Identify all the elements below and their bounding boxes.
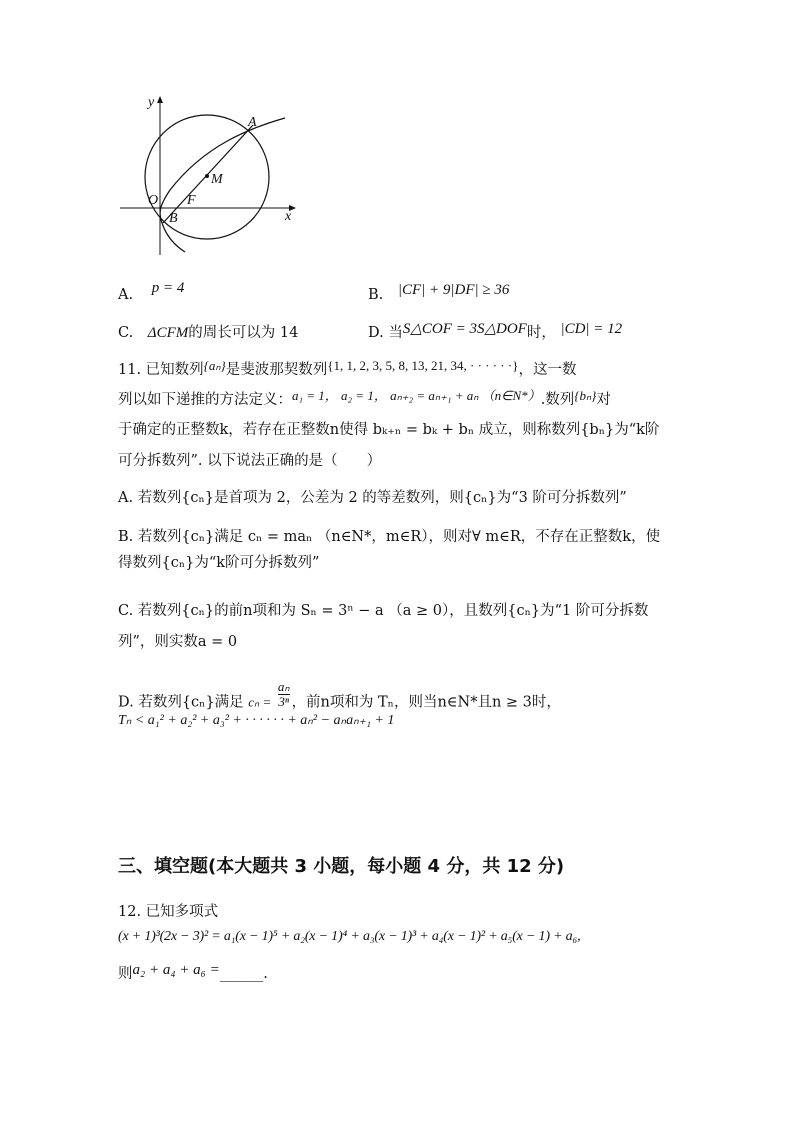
label-y: y bbox=[148, 95, 155, 110]
q10-option-b-label: B. bbox=[368, 287, 384, 303]
point-m bbox=[205, 174, 209, 178]
q11-line-1 bbox=[118, 360, 576, 380]
q11-option-b-line-1: B. 若数列{cₙ}满足 cₙ = maₙ （n∈N*，m∈R），则对∀ m∈R，不存在正整数k，使 bbox=[118, 529, 661, 545]
label-x: x bbox=[285, 209, 292, 224]
q10-option-a bbox=[118, 280, 185, 305]
y-axis-arrow bbox=[157, 96, 163, 103]
q10-option-b bbox=[368, 282, 510, 305]
q10-option-c bbox=[118, 323, 298, 343]
geometry-figure bbox=[110, 90, 310, 260]
q11-option-d-numerator: aₙ bbox=[277, 679, 290, 694]
q11-seq-b: {bₙ} bbox=[574, 388, 597, 403]
q11-line-2-end: 对 bbox=[596, 392, 611, 408]
q12-period: . bbox=[263, 966, 268, 982]
label-o: O bbox=[148, 193, 159, 208]
q11-line-4: 可分拆数列”. 以下说法正确的是（ ） bbox=[118, 453, 382, 469]
q10-option-d-math1: S△COF = 3S△DOF bbox=[402, 321, 527, 337]
q11-line-2-mid: .数列 bbox=[540, 392, 575, 408]
q11-fib-sequence: {1, 1, 2, 3, 5, 8, 13, 21, 34, · · · · · ·} bbox=[327, 358, 519, 373]
q11-option-d-fraction bbox=[278, 680, 290, 709]
label-a: A bbox=[248, 115, 257, 130]
q12-then: 则 bbox=[118, 966, 133, 982]
label-b: B bbox=[169, 211, 178, 226]
q11-option-d-text-b: ，前n项和为 Tₙ，则当n∈N*且n ≥ 3时， bbox=[291, 694, 561, 711]
q10-option-c-text: 的周长可以为 14 bbox=[188, 325, 299, 341]
q11-line-3: 于确定的正整数k，若存在正整数n使得 bₖ₊ₙ = bₖ + bₙ 成立，则称数列{bₙ}为“k阶 bbox=[118, 422, 660, 438]
q10-option-d bbox=[368, 323, 622, 343]
q11-option-d-text-a: D. 若数列{cₙ}满足 bbox=[118, 694, 244, 711]
q10-option-b-math: |CF| + 9|DF| ≥ 36 bbox=[397, 282, 510, 298]
q11-option-d-line-2: Tₙ < a₁² + a₂² + a₃² + · · · · · · + aₙ² − aₙaₙ₊₁ + 1 bbox=[118, 713, 395, 728]
q10-option-a-math: p = 4 bbox=[151, 280, 185, 296]
q11-option-c-line-1: C. 若数列{cₙ}的前n项和为 Sₙ = 3ⁿ − a （a ≥ 0），且数列{cₙ}为“1 阶可分拆数 bbox=[118, 603, 649, 619]
q11-line-2-text: 列以如下递推的方法定义： bbox=[118, 392, 292, 408]
q11-number-text: 11. 已知数列 bbox=[118, 362, 204, 378]
q11-option-a: A. 若数列{cₙ}是首项为 2，公差为 2 的等差数列，则{cₙ}为“3 阶可分拆数列” bbox=[118, 490, 627, 506]
q11-recurrence: a₁ = 1， a₂ = 1， aₙ₊₂ = aₙ₊₁ + aₙ （n∈N*） bbox=[292, 388, 541, 403]
q10-option-c-math: ΔCFM bbox=[147, 325, 189, 341]
q11-line-2 bbox=[118, 390, 611, 410]
q12-polynomial: (x + 1)³(2x − 3)² = a₁(x − 1)⁵ + a₂(x − 1)⁴ + a₃(x − 1)³ + a₄(x − 1)² + a₅(x − 1) + a₆, bbox=[118, 929, 581, 944]
q12-line-1: 12. 已知多项式 bbox=[118, 904, 219, 920]
label-m: M bbox=[211, 172, 223, 187]
label-f: F bbox=[187, 193, 196, 208]
q10-option-d-label: D. 当 bbox=[368, 325, 403, 341]
q10-option-d-math2: |CD| = 12 bbox=[560, 321, 623, 337]
q12-answer-blank: ______ bbox=[219, 966, 264, 982]
q11-line-1-end: ，这一数 bbox=[518, 362, 577, 378]
q12-expression: a₂ + a₄ + a₆ = bbox=[132, 962, 220, 978]
q10-option-d-text: 时， bbox=[526, 325, 556, 341]
q11-fib-text: 是斐波那契数列 bbox=[225, 362, 328, 378]
q10-option-c-label: C. bbox=[118, 325, 134, 341]
q11-option-b-line-2: 得数列{cₙ}为“k阶可分拆数列” bbox=[118, 555, 320, 571]
q11-option-d-denominator: 3ⁿ bbox=[278, 694, 290, 709]
q12-line-3 bbox=[118, 964, 268, 984]
q10-option-a-label: A. bbox=[118, 287, 134, 303]
section-3-heading: 三、填空题(本大题共 3 小题，每小题 4 分，共 12 分) bbox=[118, 856, 565, 877]
q11-option-d-lhs: cₙ = bbox=[248, 694, 272, 710]
q11-option-c-line-2: 列”，则实数a = 0 bbox=[118, 634, 238, 650]
q11-seq-a: {aₙ} bbox=[203, 358, 226, 373]
